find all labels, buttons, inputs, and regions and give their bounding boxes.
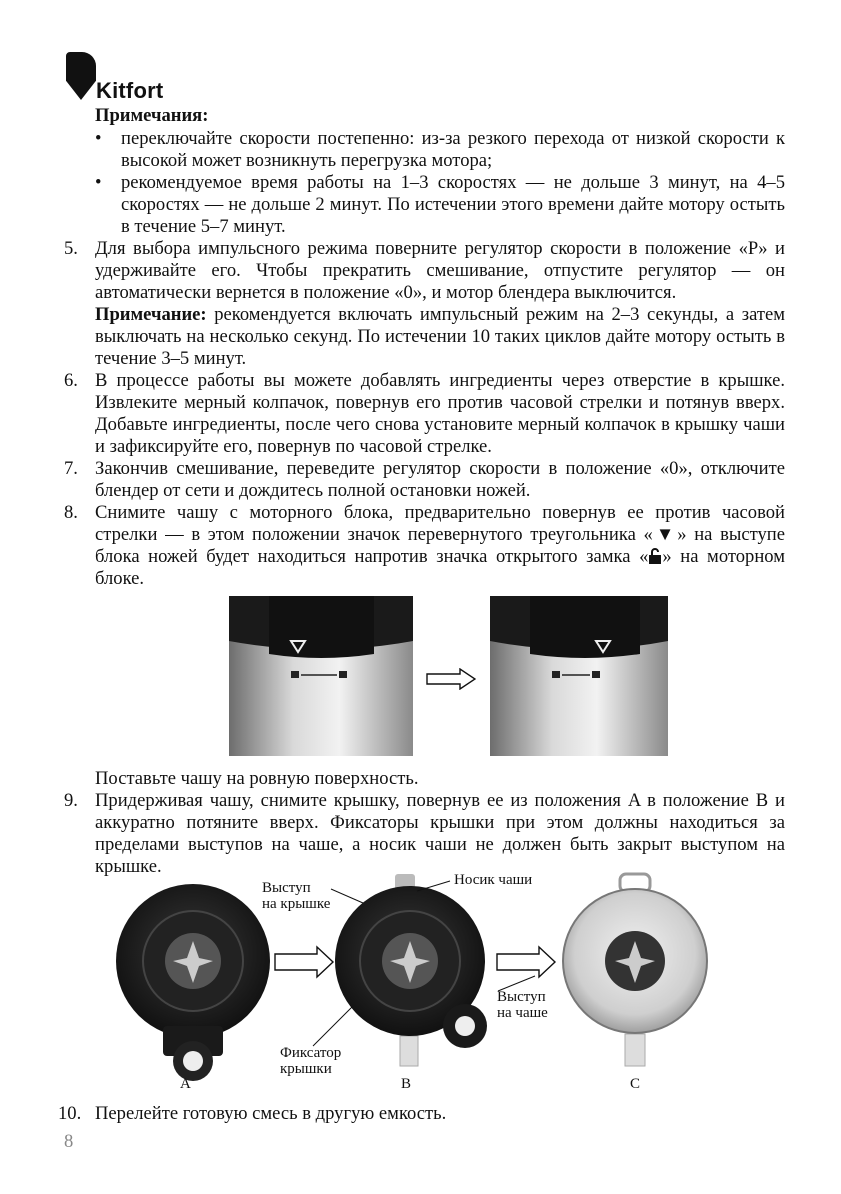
step-number: 10. [58,1103,82,1124]
step-6-text: В процессе работы вы можете добавлять ингредиенты через отверстие в крышке. Извлеките мерный колпачок, повернув его против часовой стрелки и потянув вверх. Добавьте ингредиенты, после чего снова установите мерный колпачок в крышку чаши и зафиксируйте его, повернув по часовой стрелке. [95,370,785,457]
open-lock-icon [648,546,662,567]
logo-mark-icon [66,52,96,100]
label-position-c: C [630,1076,641,1092]
label-position-a: A [180,1076,191,1092]
step-10-text: Перелейте готовую смесь в другую емкость. [95,1103,447,1124]
down-triangle-icon: ▼ [652,524,678,545]
after-photos-text: Поставьте чашу на ровную поверхность. [95,768,419,789]
note-item-1: переключайте скорости постепенно: из-за резкого перехода от низкой скорости к высокой может возникнуть перегрузка мотора; [121,128,785,171]
label-spout: Носик чаши [454,872,533,888]
bullet: • [95,172,102,193]
step-number: 9. [64,790,78,811]
photo-locked-position [229,596,413,756]
step-number: 6. [64,370,78,391]
step-number: 8. [64,502,78,523]
step-5-note: Примечание: рекомендуется включать импульсный режим на 2–3 секунды, а затем выключать на несколько секунд. По истечении 10 таких циклов дайте мотору остыть в течение 3–5 минут. [95,304,785,369]
photo-unlocked-position [490,596,668,756]
brand-name: Kitfort [96,78,164,103]
step-number: 5. [64,238,78,259]
arrow-right-icon [426,668,476,690]
brand-logo [66,52,196,104]
notes-heading: Примечания: [95,105,209,126]
page-number: 8 [64,1131,74,1152]
label-bowl-protrusion: Выступ на чаше [497,989,548,1021]
bullet: • [95,128,102,149]
step-number: 7. [64,458,78,479]
note-item-2: рекомендуемое время работы на 1–3 скоростях — не дольше 3 минут, на 4–5 скоростях — не дольше 2 минут. По истечении этого времени дайте мотору остыть в течение 5–7 минут. [121,172,785,237]
step-5-text: Для выбора импульсного режима поверните регулятор скорости в положение «P» и удерживайте его. Чтобы прекратить смешивание, отпустите регулятор — он автоматически вернется в положение «0», и мотор блендера выключится. [95,238,785,303]
label-lid-protrusion: Выступ на крышке [262,880,331,912]
step-7-text: Закончив смешивание, переведите регулятор скорости в положение «0», отключите блендер от сети и дождитесь полной остановки ножей. [95,458,785,501]
step-8-text: Снимите чашу с моторного блока, предварительно повернув ее против часовой стрелки — в этом положении значок перевернутого треугольника «▼» на выступе блока ножей будет находиться напротив значка открытого замка « » на моторном блоке. [95,502,786,589]
label-position-b: B [401,1076,412,1092]
label-lid-latch: Фиксатор крышки [280,1045,342,1077]
lid-positions-figure [95,866,745,1108]
step-9-text: Придерживая чашу, снимите крышку, повернув ее из положения A в положение B и аккуратно потяните вверх. Фиксаторы крышки при этом должны находиться за пределами выступов на чаше, а носик чаши не должен быть закрыт выступом на крышке. [95,790,785,877]
